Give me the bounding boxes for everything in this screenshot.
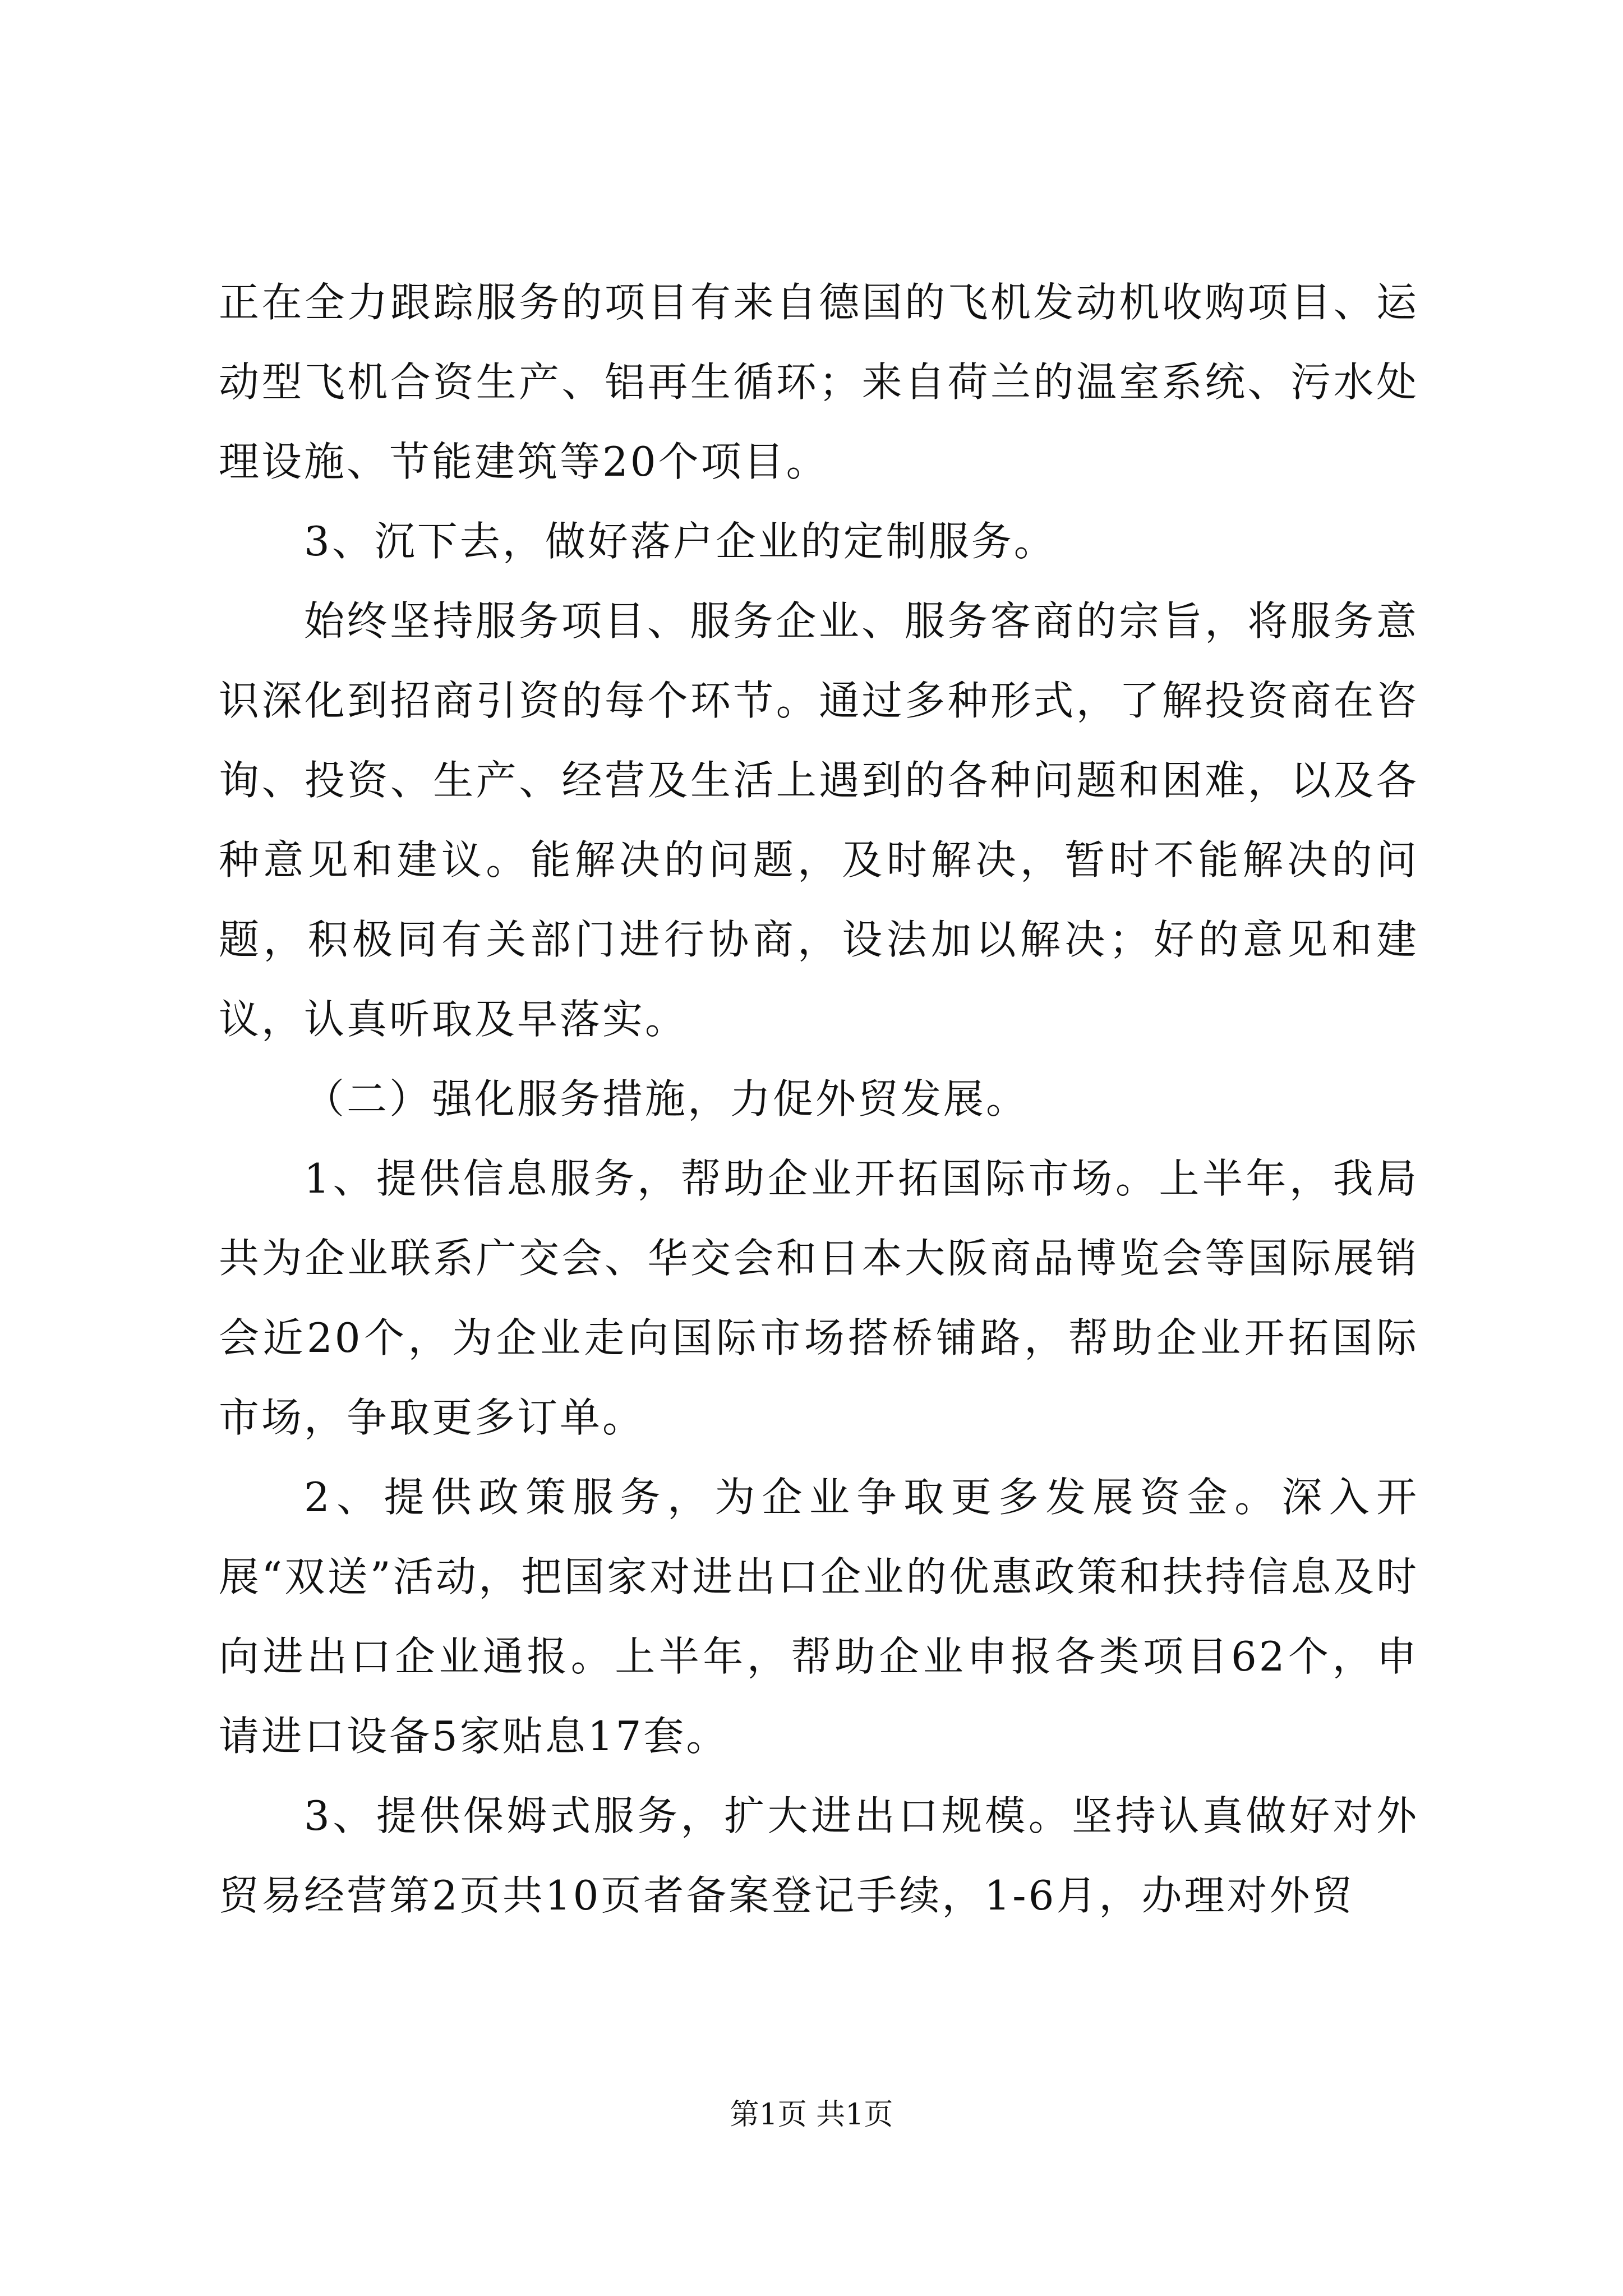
page-number-footer: 第1页 共1页 [730,2098,893,2132]
paragraph-heading-custom-service: 3、沉下去，做好落户企业的定制服务。 [304,518,1057,565]
paragraph-policy-service: 2、提供政策服务，为企业争取更多发展资金。深入开展“双送”活动，把国家对进出口企业的优惠政策和扶持信息及时向进出口企业通报。上半年，帮助企业申报各类项目62个，申请进口设备5家贴息17套。 [219,1474,1419,1760]
paragraph-nanny-service: 3、提供保姆式服务，扩大进出口规模。坚持认真做好对外贸易经营第2页共10页者备案登记手续，1-6月，办理对外贸 [219,1792,1419,1919]
paragraph-section-heading-trade: （二）强化服务措施，力促外贸发展。 [304,1075,1029,1122]
document-body [219,263,1419,1935]
paragraph-information-service: 1、提供信息服务，帮助企业开拓国际市场。上半年，我局共为企业联系广交会、华交会和日本大阪商品博览会等国际展销会近20个，为企业走向国际市场搭桥铺路，帮助企业开拓国际市场，争取更多订单。 [219,1155,1419,1441]
paragraph-service-principle: 始终坚持服务项目、服务企业、服务客商的宗旨，将服务意识深化到招商引资的每个环节。通过多种形式，了解投资商在咨询、投资、生产、经营及生活上遇到的各种问题和困难，以及各种意见和建议。能解决的问题，及时解决，暂时不能解决的问题，积极同有关部门进行协商，设法加以解决；好的意见和建议，认真听取及早落实。 [219,597,1419,1043]
paragraph-project-tracking: 正在全力跟踪服务的项目有来自德国的飞机发动机收购项目、运动型飞机合资生产、铝再生循环；来自荷兰的温室系统、污水处理设施、节能建筑等20个项目。 [219,279,1419,485]
